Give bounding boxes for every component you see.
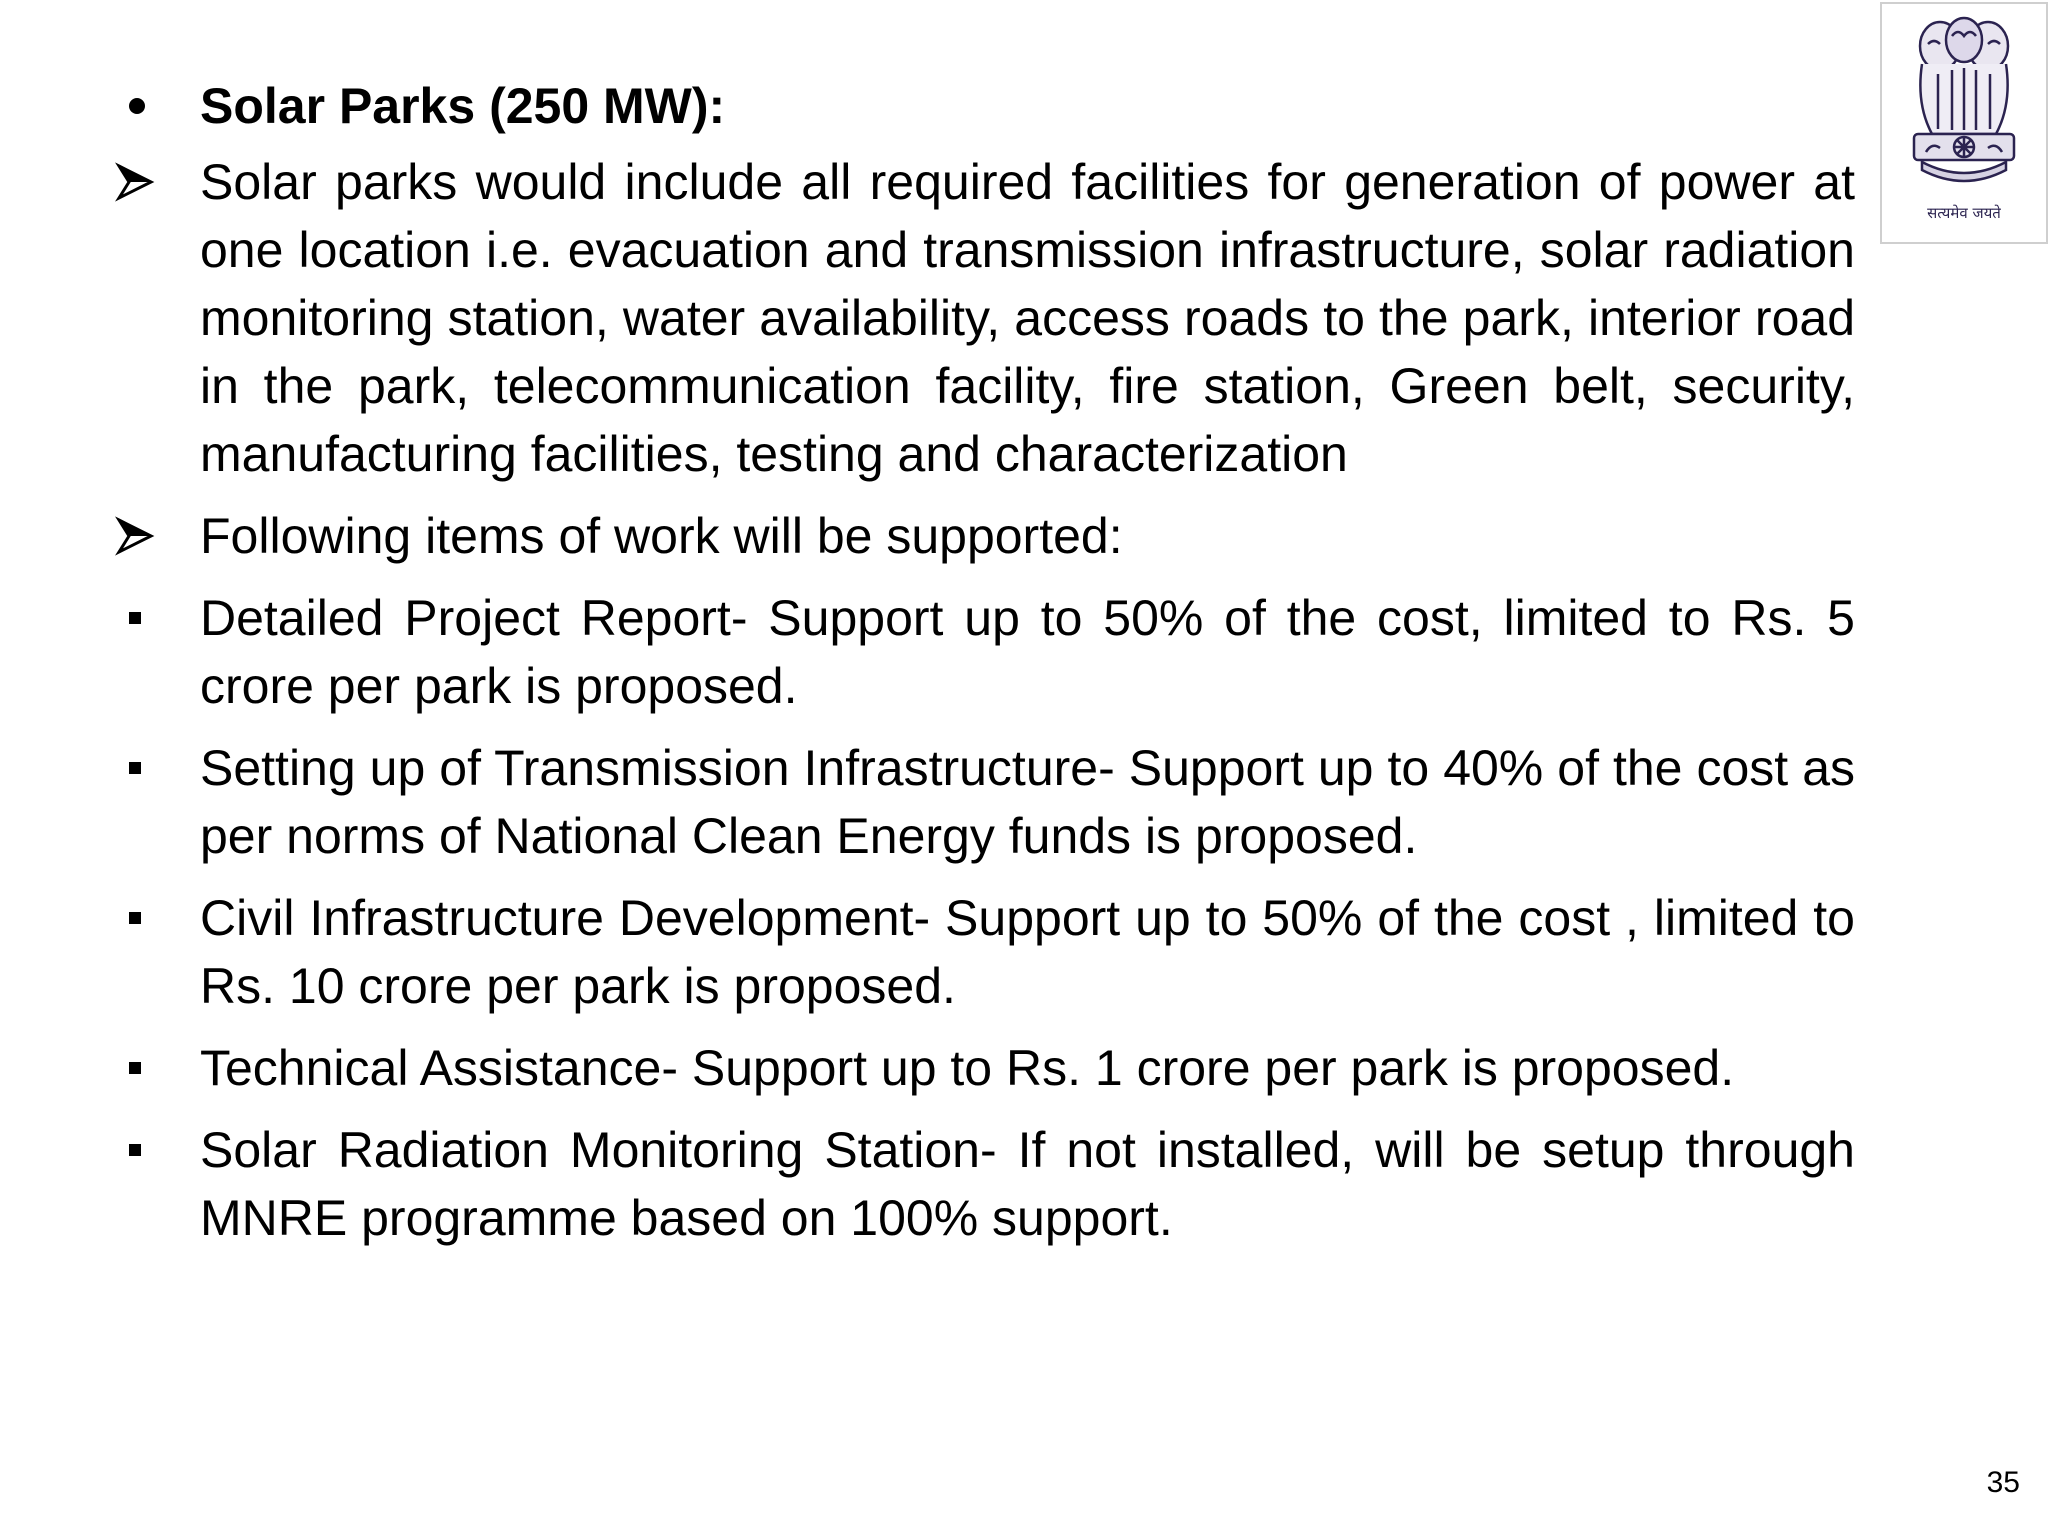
- square-bullet-icon: [115, 884, 175, 952]
- list-item: [115, 1034, 1855, 1102]
- list-item: [115, 584, 1855, 720]
- list-item-text: Setting up of Transmission Infrastructure- Support up to 40% of the cost as per norms of National Clean Energy funds is proposed.: [200, 740, 1855, 864]
- round-bullet-icon: [115, 72, 175, 140]
- list-item: [115, 734, 1855, 870]
- slide-heading: Solar Parks (250 MW):: [200, 78, 726, 134]
- list-item: [115, 148, 1855, 488]
- square-bullet-icon: [115, 734, 175, 802]
- list-item-text: Solar Radiation Monitoring Station- If not installed, will be setup through MNRE programme based on 100% support.: [200, 1122, 1855, 1246]
- national-emblem-icon: [1880, 2, 2048, 244]
- list-item-text: Solar parks would include all required facilities for generation of power at one location i.e. evacuation and transmission infrastructure, solar radiation monitoring station, water availability, access roads to the park, interior road in the park, telecommunication facility, fire station, Green belt, security, manufacturing facilities, testing and characterization: [200, 154, 1855, 482]
- slide-content: [115, 72, 1855, 1266]
- list-item-text: Detailed Project Report- Support up to 50% of the cost, limited to Rs. 5 crore per park is proposed.: [200, 590, 1855, 714]
- list-item: [115, 1116, 1855, 1252]
- emblem-motto: सत्यमेव जयते: [1927, 204, 2001, 222]
- list-item-text: Civil Infrastructure Development- Support up to 50% of the cost , limited to Rs. 10 crore per park is proposed.: [200, 890, 1855, 1014]
- heading-item: [115, 72, 1855, 140]
- arrow-bullet-icon: [115, 148, 175, 216]
- square-bullet-icon: [115, 584, 175, 652]
- list-item: [115, 884, 1855, 1020]
- page-number: 35: [1986, 1466, 2020, 1499]
- list-item-text: Following items of work will be supported:: [200, 508, 1123, 564]
- arrow-bullet-icon: [115, 502, 175, 570]
- list-item: [115, 502, 1855, 570]
- square-bullet-icon: [115, 1034, 175, 1102]
- square-bullet-icon: [115, 1116, 175, 1184]
- list-item-text: Technical Assistance- Support up to Rs. 1 crore per park is proposed.: [200, 1040, 1735, 1096]
